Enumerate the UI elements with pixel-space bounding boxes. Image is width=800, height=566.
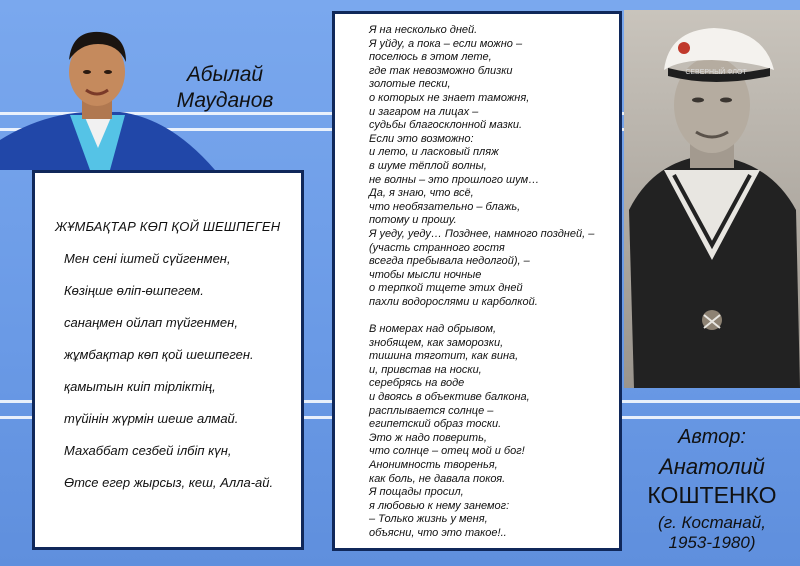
russian-poem-line: золотые пески, [369, 78, 451, 91]
russian-poem-line: судьбы благосклонной мазки. [369, 119, 523, 132]
russian-poem-line: о терпкой тщете этих дней [369, 282, 523, 295]
author-label: Автор: [678, 426, 746, 448]
russian-poem-line: о которых не знает таможня, [369, 91, 530, 104]
russian-poem-line: Я уйду, а пока – если можно – [369, 37, 523, 50]
russian-poem-line: Да, я знаю, что всё, [369, 187, 474, 200]
russian-poem-line: Это ж надо поверить, [369, 431, 487, 444]
left-person-first-name: Абылай [186, 63, 264, 86]
portrait-koshtenko [624, 10, 800, 388]
russian-poem-line: (участь странного гостя [369, 241, 505, 254]
russian-poem-line: что необязательно – блажь, [369, 200, 521, 213]
russian-poem-line: где так невозможно близки [369, 64, 513, 77]
author-years: 1953-1980) [668, 533, 756, 552]
kazakh-poem-card [32, 170, 304, 550]
kazakh-poem-line: жұмбақтар көп қой шешпеген. [64, 347, 254, 362]
kazakh-poem-line: түйінін жүрмін шеше алмай. [64, 411, 239, 426]
russian-poem-line: как боль, не давала покоя. [369, 472, 506, 485]
russian-poem-line: и двоясь в объективе балкона, [369, 391, 530, 404]
russian-poem-line: всегда пребывала недолгой), – [369, 255, 530, 268]
russian-poem-line: что солнце – отец мой и бог! [369, 445, 525, 458]
left-person-last-name: Мауданов [176, 89, 274, 112]
russian-poem-line: и лето, и ласковый пляж [369, 146, 499, 159]
russian-poem-line: В номерах над обрывом, [369, 323, 497, 336]
russian-poem-card [332, 11, 622, 551]
russian-poem-line: объясни, что это такое!.. [369, 526, 507, 539]
author-first-name: Анатолий [659, 454, 765, 479]
stanza-gap [369, 309, 594, 323]
russian-poem-line: и загаром на лицах – [369, 105, 479, 118]
russian-poem-line: – Только жизнь у меня, [369, 513, 488, 526]
russian-poem-line: тишина тяготит, как вина, [369, 350, 519, 363]
russian-poem-line: Я уеду, уеду… Позднее, намного поздней, – [369, 227, 595, 240]
russian-poem-line: знобящем, как заморозки, [369, 336, 504, 349]
kazakh-poem-line: Көзіңше өліп-өшпегем. [64, 283, 204, 298]
russian-poem-line: потому и прошу. [369, 214, 457, 227]
russian-poem-line: Анонимность творенья, [369, 459, 498, 471]
kazakh-poem-line: қамытын киіп тірліктің, [64, 379, 216, 394]
russian-poem-line: пахли водорослями и карболкой. [369, 295, 538, 308]
russian-poem-line: Если это возможно: [369, 132, 474, 145]
russian-poem-line: не волны – это прошлого шум… [369, 173, 540, 186]
kazakh-poem-line: санаңмен ойлап түйгенмен, [64, 315, 238, 330]
left-person-name [160, 62, 290, 114]
russian-poem-line: я любовью к нему занемог: [369, 499, 510, 512]
russian-poem-line: чтобы мысли ночные [369, 268, 482, 281]
author-block [624, 425, 800, 553]
russian-poem-line: египетский образ тоски. [369, 418, 502, 431]
russian-poem-line: и, привстав на носки, [369, 363, 482, 376]
kazakh-poem-line: Махаббат сезбей ілбіп күн, [64, 443, 232, 458]
kazakh-poem-line: Өтсе егер жырсыз, кеш, Алла-ай. [64, 475, 274, 490]
kazakh-poem-line: Мен сені іштей сүйгенмен, [64, 251, 231, 266]
russian-poem-line: расплывается солнце – [369, 404, 494, 417]
russian-poem-text [369, 24, 594, 541]
cap-ribbon-text: СЕВЕРНЫЙ ФЛОТ [685, 69, 747, 76]
author-last-name: КОШТЕНКО [647, 482, 777, 508]
kazakh-poem-title: ЖҰМБАҚТАР КӨП ҚОЙ ШЕШПЕГЕН [55, 219, 281, 234]
russian-poem-line: Я пощады просил, [369, 486, 464, 499]
author-place: (г. Костанай, [658, 513, 766, 532]
russian-poem-line: Я на несколько дней. [369, 24, 478, 36]
russian-poem-line: поселюсь в этом лете, [369, 51, 492, 64]
russian-poem-line: в шуме тёплой волны, [369, 159, 487, 172]
russian-poem-line: серебрясь на воде [369, 377, 465, 390]
